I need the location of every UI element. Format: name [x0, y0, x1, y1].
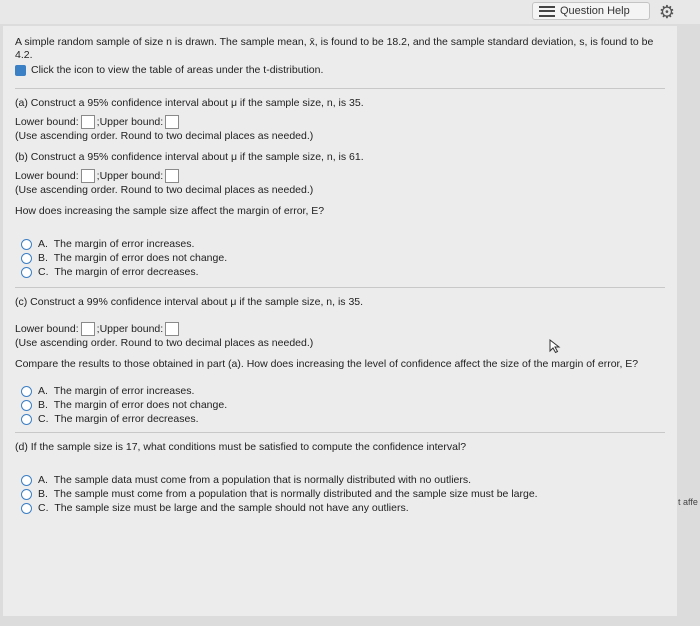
part-a-bounds — [15, 115, 665, 129]
radio-button[interactable] — [21, 475, 32, 486]
mouse-cursor-icon — [548, 338, 564, 354]
part-d-choice-a[interactable] — [21, 473, 665, 487]
choice-text: The margin of error does not change. — [53, 252, 228, 264]
upper-bound-label: Upper bound: — [99, 323, 164, 335]
list-icon — [539, 6, 555, 17]
part-b-choice-a[interactable] — [21, 237, 665, 251]
part-c-upper-input[interactable] — [165, 322, 179, 336]
choice-text: The sample data must come from a population that is normally distributed with no outliers. — [53, 474, 472, 486]
part-d-choice-c[interactable] — [21, 501, 665, 515]
part-c-choice-c[interactable] — [21, 412, 665, 426]
part-a-note: (Use ascending order. Round to two decimal places as needed.) — [15, 130, 314, 142]
part-a-lower-input[interactable] — [81, 115, 95, 129]
part-c-lower-input[interactable] — [81, 322, 95, 336]
choice-text: The margin of error increases. — [53, 385, 195, 397]
bound-separator: ; — [96, 323, 100, 335]
part-b-upper-input[interactable] — [165, 169, 179, 183]
divider — [15, 432, 665, 433]
problem-statement: A simple random sample of size n is drawn. The sample mean, x̄, is found to be 18.2, and the sample standard deviation, s, is found to be 4.2. — [15, 36, 654, 61]
choice-letter: C. — [38, 413, 49, 425]
table-icon[interactable] — [15, 65, 26, 76]
choice-text: The margin of error increases. — [53, 238, 195, 250]
choice-text: The margin of error decreases. — [54, 266, 199, 278]
t-table-link[interactable] — [15, 64, 665, 76]
radio-button[interactable] — [21, 253, 32, 264]
question-help-label: Question Help — [560, 5, 630, 17]
t-table-link-text: Click the icon to view the table of areas under the t-distribution. — [31, 64, 324, 76]
radio-button[interactable] — [21, 489, 32, 500]
divider — [15, 287, 665, 288]
part-b-question: (b) Construct a 95% confidence interval about μ if the sample size, n, is 61. — [15, 151, 364, 163]
radio-button[interactable] — [21, 503, 32, 514]
lower-bound-label: Lower bound: — [15, 116, 79, 128]
divider — [15, 88, 665, 89]
choice-letter: C. — [38, 266, 49, 278]
question-help-button[interactable] — [532, 2, 650, 20]
radio-button[interactable] — [21, 400, 32, 411]
upper-bound-label: Upper bound: — [99, 116, 164, 128]
choice-text: The sample must come from a population that is normally distributed and the sample size must be large. — [53, 488, 538, 500]
radio-button[interactable] — [21, 414, 32, 425]
part-b-choice-c[interactable] — [21, 265, 665, 279]
part-d-choice-b[interactable] — [21, 487, 665, 501]
upper-bound-label: Upper bound: — [99, 170, 164, 182]
lower-bound-label: Lower bound: — [15, 323, 79, 335]
side-panel-text: t affe — [678, 497, 698, 507]
part-c-followup: Compare the results to those obtained in part (a). How does increasing the level of confidence affect the size of the margin of error, E? — [15, 358, 639, 370]
question-panel — [3, 26, 677, 616]
part-b-note: (Use ascending order. Round to two decimal places as needed.) — [15, 184, 314, 196]
part-d-question: (d) If the sample size is 17, what conditions must be satisfied to compute the confidence interval? — [15, 441, 467, 453]
choice-letter: C. — [38, 502, 49, 514]
choice-text: The margin of error does not change. — [53, 399, 228, 411]
part-a-question: (a) Construct a 95% confidence interval about μ if the sample size, n, is 35. — [15, 97, 364, 109]
top-toolbar — [0, 0, 700, 24]
part-b-lower-input[interactable] — [81, 169, 95, 183]
choice-letter: B. — [38, 488, 48, 500]
part-b-followup: How does increasing the sample size affect the margin of error, E? — [15, 205, 325, 217]
choice-letter: A. — [38, 238, 48, 250]
part-c-note: (Use ascending order. Round to two decimal places as needed.) — [15, 337, 314, 349]
choice-text: The sample size must be large and the sample should not have any outliers. — [54, 502, 409, 514]
bound-separator: ; — [96, 116, 100, 128]
radio-button[interactable] — [21, 239, 32, 250]
choice-letter: A. — [38, 385, 48, 397]
choice-letter: A. — [38, 474, 48, 486]
part-c-bounds — [15, 322, 665, 336]
radio-button[interactable] — [21, 267, 32, 278]
part-c-choice-b[interactable] — [21, 398, 665, 412]
choice-letter: B. — [38, 252, 48, 264]
lower-bound-label: Lower bound: — [15, 170, 79, 182]
radio-button[interactable] — [21, 386, 32, 397]
part-b-choice-b[interactable] — [21, 251, 665, 265]
part-a-upper-input[interactable] — [165, 115, 179, 129]
gear-icon[interactable]: ⚙ — [658, 2, 676, 22]
part-c-question: (c) Construct a 99% confidence interval about μ if the sample size, n, is 35. — [15, 296, 364, 308]
choice-text: The margin of error decreases. — [54, 413, 199, 425]
choice-letter: B. — [38, 399, 48, 411]
part-c-choice-a[interactable] — [21, 384, 665, 398]
bound-separator: ; — [96, 170, 100, 182]
part-b-bounds — [15, 169, 665, 183]
